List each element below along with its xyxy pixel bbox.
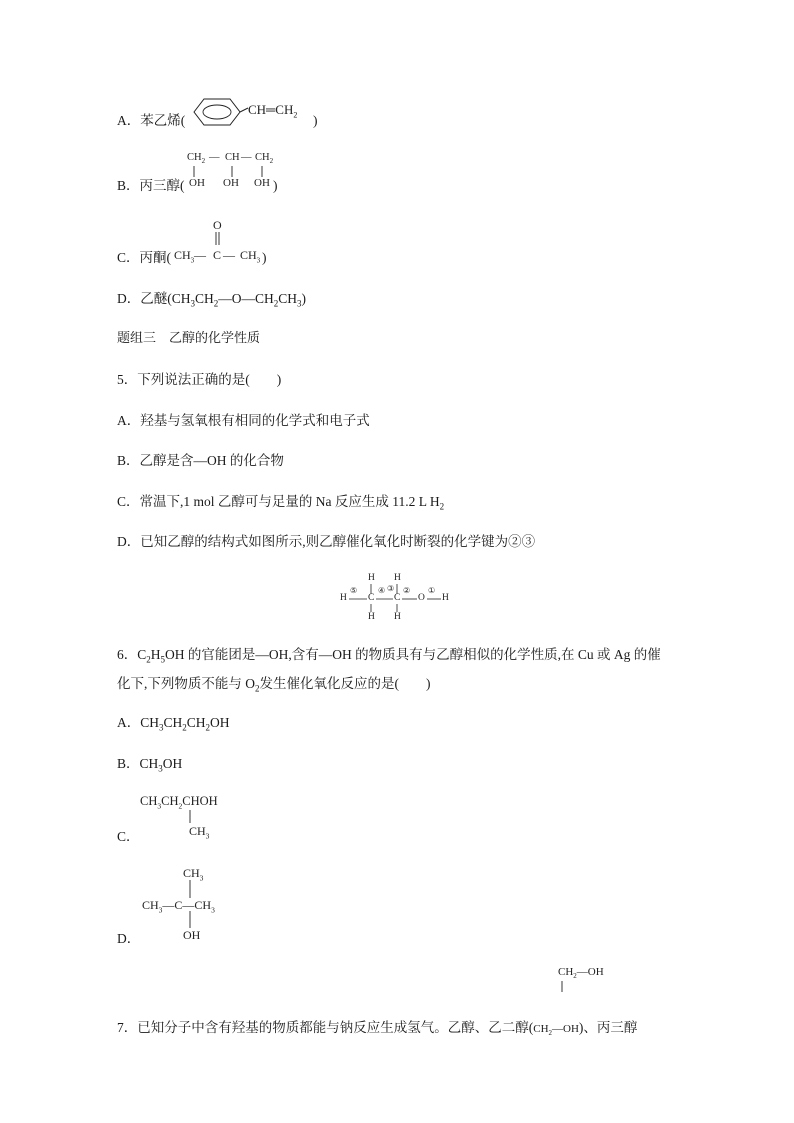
q5-stem: 5．下列说法正确的是( ) [117, 372, 282, 387]
atom-c2: C [394, 593, 401, 603]
q6-option-b: B．$CH_3OH$ [117, 756, 183, 774]
acetone-double-bond [214, 232, 222, 246]
glycerol-top-3: $CH_2$ [255, 152, 274, 166]
glycerol-dash-1: — [209, 152, 220, 163]
bond-label-2: ② [403, 586, 411, 595]
h-bottom-2: H [394, 612, 401, 622]
glycerol-oh-1: OH [189, 177, 205, 189]
q4-option-d: D．乙醚$(CH_3CH_2—O—CH_2CH_3)$ [117, 291, 307, 309]
glycerol-oh-2: OH [223, 177, 239, 189]
h-top-2: H [394, 573, 401, 583]
bond-label-1: ① [428, 586, 436, 595]
q6-d-middle: $CH_3—C—CH_3$ [142, 898, 215, 915]
bond-label-3: ③ [387, 584, 395, 593]
q6-d-bottom: OH [183, 928, 201, 942]
ethanol-bonds [340, 573, 460, 623]
q6-c-branch: $CH_3$ [189, 824, 210, 841]
h-top-1: H [368, 573, 375, 583]
benzene-ring-icon [186, 97, 248, 127]
q5-option-c: C．常温下,1 mol 乙醇可与足量的 Na 反应生成 11.2 L $H_2$ [117, 494, 445, 512]
q6-option-c-label: C． [117, 829, 140, 844]
acetone-mid: C [213, 248, 222, 262]
q6-stem-line2: 化下,下列物质不能与 $O_2$发生催化氧化反应的是( ) [117, 676, 431, 694]
ethanol-structure-diagram [340, 573, 460, 623]
glycol-top: $CH_2—OH$ [558, 966, 604, 981]
acetone-right: $CH_3$ [240, 248, 261, 265]
q6-c-branch-bond [188, 810, 192, 824]
q7-stem: 7．已知分子中含有羟基的物质都能与钠反应生成氢气。乙醇、乙二醇$(CH_2—OH)$、丙三醇 [117, 1020, 638, 1038]
q4-option-b-label: B．丙三醇( [117, 178, 185, 193]
atom-h-left: H [340, 593, 347, 603]
q4-option-c-label: C．丙酮( [117, 250, 171, 265]
q4-option-a [117, 112, 185, 130]
q6-c-main-chain: $CH_3CH_2CHOH$ [140, 794, 218, 811]
acetone-dash-2: — [223, 248, 235, 262]
q4-option-a-label: A．苯乙烯( [117, 113, 186, 128]
acetone-dash-1: — [194, 248, 206, 262]
q6-option-d-label: D． [117, 931, 141, 946]
q4-option-c-close: ) [262, 250, 267, 265]
acetone-left: $CH_3$ [174, 248, 195, 265]
atom-c1: C [368, 593, 375, 603]
q6-option-a: A．$CH_3CH_2CH_2OH$ [117, 715, 230, 733]
q4-option-a-close: ) [313, 113, 318, 128]
atom-h-right: H [442, 593, 449, 603]
q5-option-b: B．乙醇是含—OH 的化合物 [117, 453, 284, 468]
glycol-bond [560, 981, 564, 993]
glycerol-top-2: CH [225, 152, 240, 163]
acetone-o: O [213, 218, 222, 232]
glycerol-dash-2: — [241, 152, 252, 163]
h-bottom-1: H [368, 612, 375, 622]
section-title: 题组三 乙醇的化学性质 [117, 331, 261, 346]
q5-option-a: A．羟基与氢氧根有相同的化学式和电子式 [117, 413, 370, 428]
atom-o: O [418, 593, 425, 603]
q6-stem-line1: 6．$C_2H_5OH$ 的官能团是—OH,含有—OH 的物质具有与乙醇相似的化学性质,在 Cu 或 Ag 的催 [117, 647, 661, 665]
q4-option-b-close: ) [273, 178, 278, 193]
glycerol-top-1: $CH_2$ [187, 152, 206, 166]
q6-d-top: $CH_3$ [183, 866, 204, 883]
styrene-vinyl: $CH═CH_2$ [248, 102, 298, 120]
q5-option-d: D．已知乙醇的结构式如图所示,则乙醇催化氧化时断裂的化学键为②③ [117, 534, 536, 549]
bond-label-5: ⑤ [350, 586, 358, 595]
bond-label-4: ④ [378, 586, 386, 595]
glycerol-oh-3: OH [254, 177, 270, 189]
